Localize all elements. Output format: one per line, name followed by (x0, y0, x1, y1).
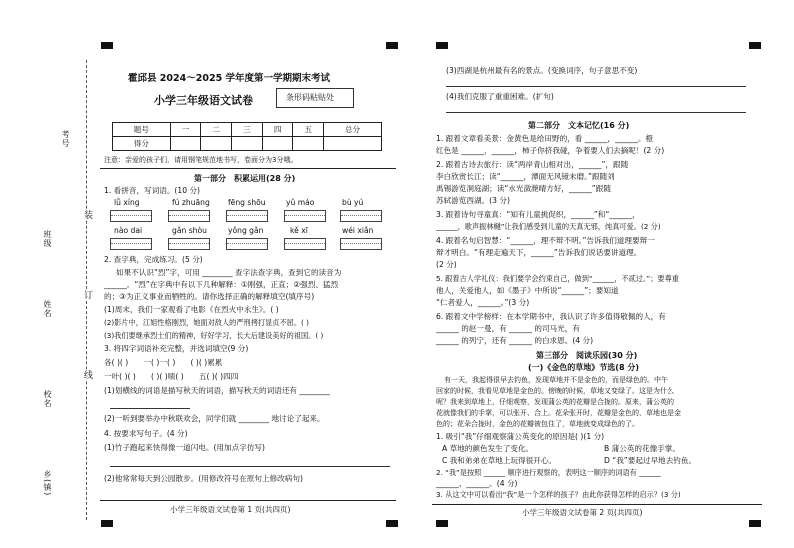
option-d[interactable]: D “我”要起过早地去钓鱼。 (604, 456, 697, 465)
memory-q1-line: 红色是 ______，______，柿子你挤我碰，争着要人们去摘呢！(2 分) (436, 146, 665, 155)
reading-q1: 1. 吸引“我”仔细观察蒲公英变化的原因是( )(1 分) (436, 432, 605, 441)
footer-divider (432, 504, 762, 505)
answer-box[interactable] (226, 210, 268, 222)
memory-q3-line: ______，歌声振林樾”让我们感受到儿童的天真无邪，纯真可爱。(2 分) (436, 222, 661, 231)
binding-sidebar (36, 60, 94, 520)
score-cell[interactable] (262, 137, 293, 151)
exam-title: 霍邱县 2024～2025 学年度第一学期期末考试 (128, 73, 330, 84)
q4-sub-3: (3)西湖是杭州最有名的景点。(变换词序，句子意思不变) (446, 66, 638, 75)
memory-q2: 2. 跟着古诗去旅行：读“两岸青山相对出，______”，跟随 (436, 160, 629, 169)
answer-line[interactable] (110, 466, 390, 467)
pinyin: bù yú (342, 198, 364, 207)
exam-note: 注意：亲爱的孩子们，请用钢笔规范地书写，卷面分为3分哦。 (104, 156, 298, 164)
pinyin: lǚ xíng (114, 198, 140, 207)
pinyin: nào dai (114, 226, 143, 235)
reading-title: (一)《金色的草地》节选(8 分) (528, 363, 639, 372)
score-header: 五 (293, 123, 324, 137)
reading-q3: 3. 从这文中可以看出“我”是一个怎样的孩子？由此你获得怎样的启示？(3 分) (436, 490, 681, 499)
q3-idioms-row: 一叶( )( ) ( )( )啧( ) 五( )( )四四 (104, 372, 239, 381)
memory-q2-line: 禹锡游览洞庭湖；读“水光潋滟晴方好，______”跟随 (436, 184, 611, 193)
q2-line: (1)周末，我们一家观看了电影《在烈火中永生》。( ) (104, 305, 279, 314)
answer-box[interactable] (284, 210, 326, 222)
score-row-label: 得分 (113, 137, 171, 151)
answer-box[interactable] (226, 238, 268, 250)
footer-divider (100, 500, 396, 501)
memory-q4-line: (2 分) (436, 260, 457, 269)
registration-mark (749, 520, 761, 527)
pinyin: kě xī (290, 226, 308, 235)
cut-word-ding: 订 (82, 290, 92, 299)
cut-word-xian: 线 (82, 370, 92, 379)
score-header: 四 (262, 123, 293, 137)
memory-q5: 5. 跟着古人学礼仪：我们要学会约束自己，做到“______，不贰过。”；要尊重 (436, 274, 679, 283)
page-footer: 小学三年级语文试卷第 1 页(共四页) (170, 505, 291, 514)
answer-box[interactable] (110, 210, 152, 222)
memory-q4-line: 辩才明白。“有理走遍天下，______”告诉我们说话要讲道理。 (436, 248, 642, 257)
sidebar-label-class: 班级 (43, 230, 52, 248)
question-3: 3. 将四字词语补充完整，并选词填空(9 分) (104, 344, 249, 353)
memory-q6-line: ______ 的赵一曼，有 ______ 的司马光，有 (436, 324, 580, 333)
option-c[interactable]: C 我和弟弟在草地上玩得很开心。 (442, 456, 557, 465)
q2-line: (2)影片中，江姐性格刚烈，她面对敌人的严刑拷打显贞不屈。( ) (104, 318, 309, 327)
pinyin: yǔ máo (286, 198, 315, 207)
question-2: 2. 查字典，完成练习。(5 分) (104, 255, 203, 264)
option-b[interactable]: B 蒲公英的花像手掌。 (604, 444, 680, 453)
score-cell[interactable] (201, 137, 232, 151)
left-page (100, 52, 396, 512)
pinyin: gǎn shòu (172, 226, 207, 235)
registration-mark (749, 42, 761, 49)
memory-q1: 1. 跟着文章看美景：金黄色是给田野的，看 ______，______。橙 (436, 134, 654, 143)
answer-box[interactable] (168, 210, 210, 222)
registration-mark (436, 42, 448, 49)
passage-line: 呢？我来到草地上，仔细观察，发现蒲公英的花瓣是合拢的。原来，蒲公英的 (436, 398, 674, 406)
score-cell[interactable] (293, 137, 324, 151)
cut-word-zhuang: 装 (82, 210, 92, 219)
question-1: 1. 看拼音，写词语。(10 分) (104, 186, 201, 195)
score-table (112, 122, 382, 151)
passage-line: 色的；花朵合拢时，金色的花瓣被包住了，草地就变成绿色的了。 (436, 420, 639, 428)
memory-q3: 3. 跟着诗句寻童真：“知有儿童挑促织，______”和“______， (436, 210, 640, 219)
part1-title: 第一部分 积累运用(28 分) (194, 174, 296, 183)
score-cell[interactable] (232, 137, 263, 151)
page-footer: 小学三年级语文试卷第 2 页(共四页) (522, 508, 643, 517)
registration-mark (101, 520, 113, 527)
sidebar-label-name: 姓名 (43, 300, 52, 318)
memory-q2-line: 李白欣赏长江；读“______，潭面无风镜未磨。”跟随刘 (436, 172, 615, 181)
score-cell[interactable] (170, 137, 201, 151)
q4-sub-2: (2)他常常每天到公园散步。(用修改符号在原句上修改病句) (104, 474, 303, 483)
memory-q5-line: “仁者爱人，______。”(3 分) (436, 298, 530, 307)
q2-line: 的；③为正义事业而牺牲的。请你选择正确的解释填空(填序号) (104, 292, 315, 301)
score-cell[interactable] (324, 137, 382, 151)
passage-line: 回家的时候，我看见草地是金色的。傍晚的时候，草地又变绿了。这是为什么 (436, 387, 674, 395)
part2-title: 第二部分 文本记忆(16 分) (528, 121, 630, 130)
memory-q2-line: 苏轼游览西湖。(3 分) (436, 196, 510, 205)
pinyin: yǒng gǎn (228, 226, 264, 235)
passage-line: 有一天，我起得很早去钓鱼，发现草地并不是金色的，而是绿色的。中午 (444, 376, 668, 384)
registration-mark (386, 520, 398, 527)
passage-line: 花就像我们的手掌，可以张开、合上。花朵张开时，花瓣是金色的，草地也是金 (436, 409, 681, 417)
answer-box[interactable] (110, 238, 152, 250)
sidebar-label-school: 校名 (43, 390, 52, 408)
q3-idioms-row: 各( )( ) 一( )一( ) ( )( )累累 (104, 358, 223, 367)
score-header: 一 (170, 123, 201, 137)
memory-q5-line: 他人，关爱他人，如《墨子》中所说“______”；要知道 (436, 286, 619, 295)
score-header: 二 (201, 123, 232, 137)
pinyin: wéi xiǎn (342, 226, 374, 235)
answer-box[interactable] (340, 238, 382, 250)
sidebar-label-exam-number: 考号 (61, 130, 70, 148)
registration-mark (101, 42, 113, 49)
memory-q6-line: ______ 的列宁，还有 ______ 的白求恩。(4 分) (436, 336, 594, 345)
subject-title: 小学三年级语文试卷 (154, 94, 253, 107)
answer-box[interactable] (340, 210, 382, 222)
answer-box[interactable] (284, 238, 326, 250)
barcode-label: 条形码粘贴处 (286, 93, 334, 102)
memory-q4: 4. 跟着名句启智慧：“______，理不辩不明。”告诉我们道理要辩一 (436, 236, 655, 245)
answer-box[interactable] (168, 238, 210, 250)
q4-sub-4: (4)我们克服了重重困难。(扩句) (446, 92, 554, 101)
memory-q6: 6. 跟着文中学榜样：在本学期书中，我认识了许多值得敬佩的人，有 (436, 312, 666, 321)
q2-line: 如果不认识“烈”字，可用 ________ 查字法查字典，查到它的读音为 (116, 268, 342, 277)
answer-line[interactable] (446, 86, 746, 87)
q2-line: ______。“烈”在字典中有以下几种解释：①刚强，正直；②强烈、猛烈 (104, 280, 339, 289)
option-a[interactable]: A 草地的颜色发生了变化。 (442, 444, 534, 453)
score-header: 总分 (324, 123, 382, 137)
q3-sub-1: (1)划横线的词语是描写秋天的词语，描写秋天的词语还有 ________ (104, 386, 330, 395)
answer-line[interactable] (446, 112, 746, 113)
q3-sub-2: (2)一听到要举办中秋联欢会，同学们就 ________ 地讨论了起来。 (104, 414, 325, 423)
sidebar-label-town: 乡(镇) (43, 470, 52, 497)
pinyin: fēng shōu (228, 198, 266, 207)
reading-q2: 2. “我”是按照 ______ 顺序进行观察的，表明这一顺序的词语有 ______ (436, 468, 661, 477)
answer-line[interactable] (110, 408, 190, 409)
q4-sub-1: (1)竹子跑起来快得像一道闪电。(用加点字仿写) (104, 443, 265, 452)
part3-title: 第三部分 阅读乐园(30 分) (536, 351, 638, 360)
score-header: 三 (232, 123, 263, 137)
q2-line: (3)我们要继承烈士们的精神，好好学习，长大后建设美好的祖国。( ) (104, 331, 324, 340)
divider (100, 168, 396, 169)
registration-mark (436, 520, 448, 527)
question-4: 4. 按要求写句子。(4 分) (104, 429, 188, 438)
registration-mark (386, 42, 398, 49)
score-header: 题号 (113, 123, 171, 137)
pinyin: fú zhuāng (172, 198, 210, 207)
right-page (432, 52, 762, 517)
reading-q2-line: ______、______。(4 分) (436, 479, 518, 488)
